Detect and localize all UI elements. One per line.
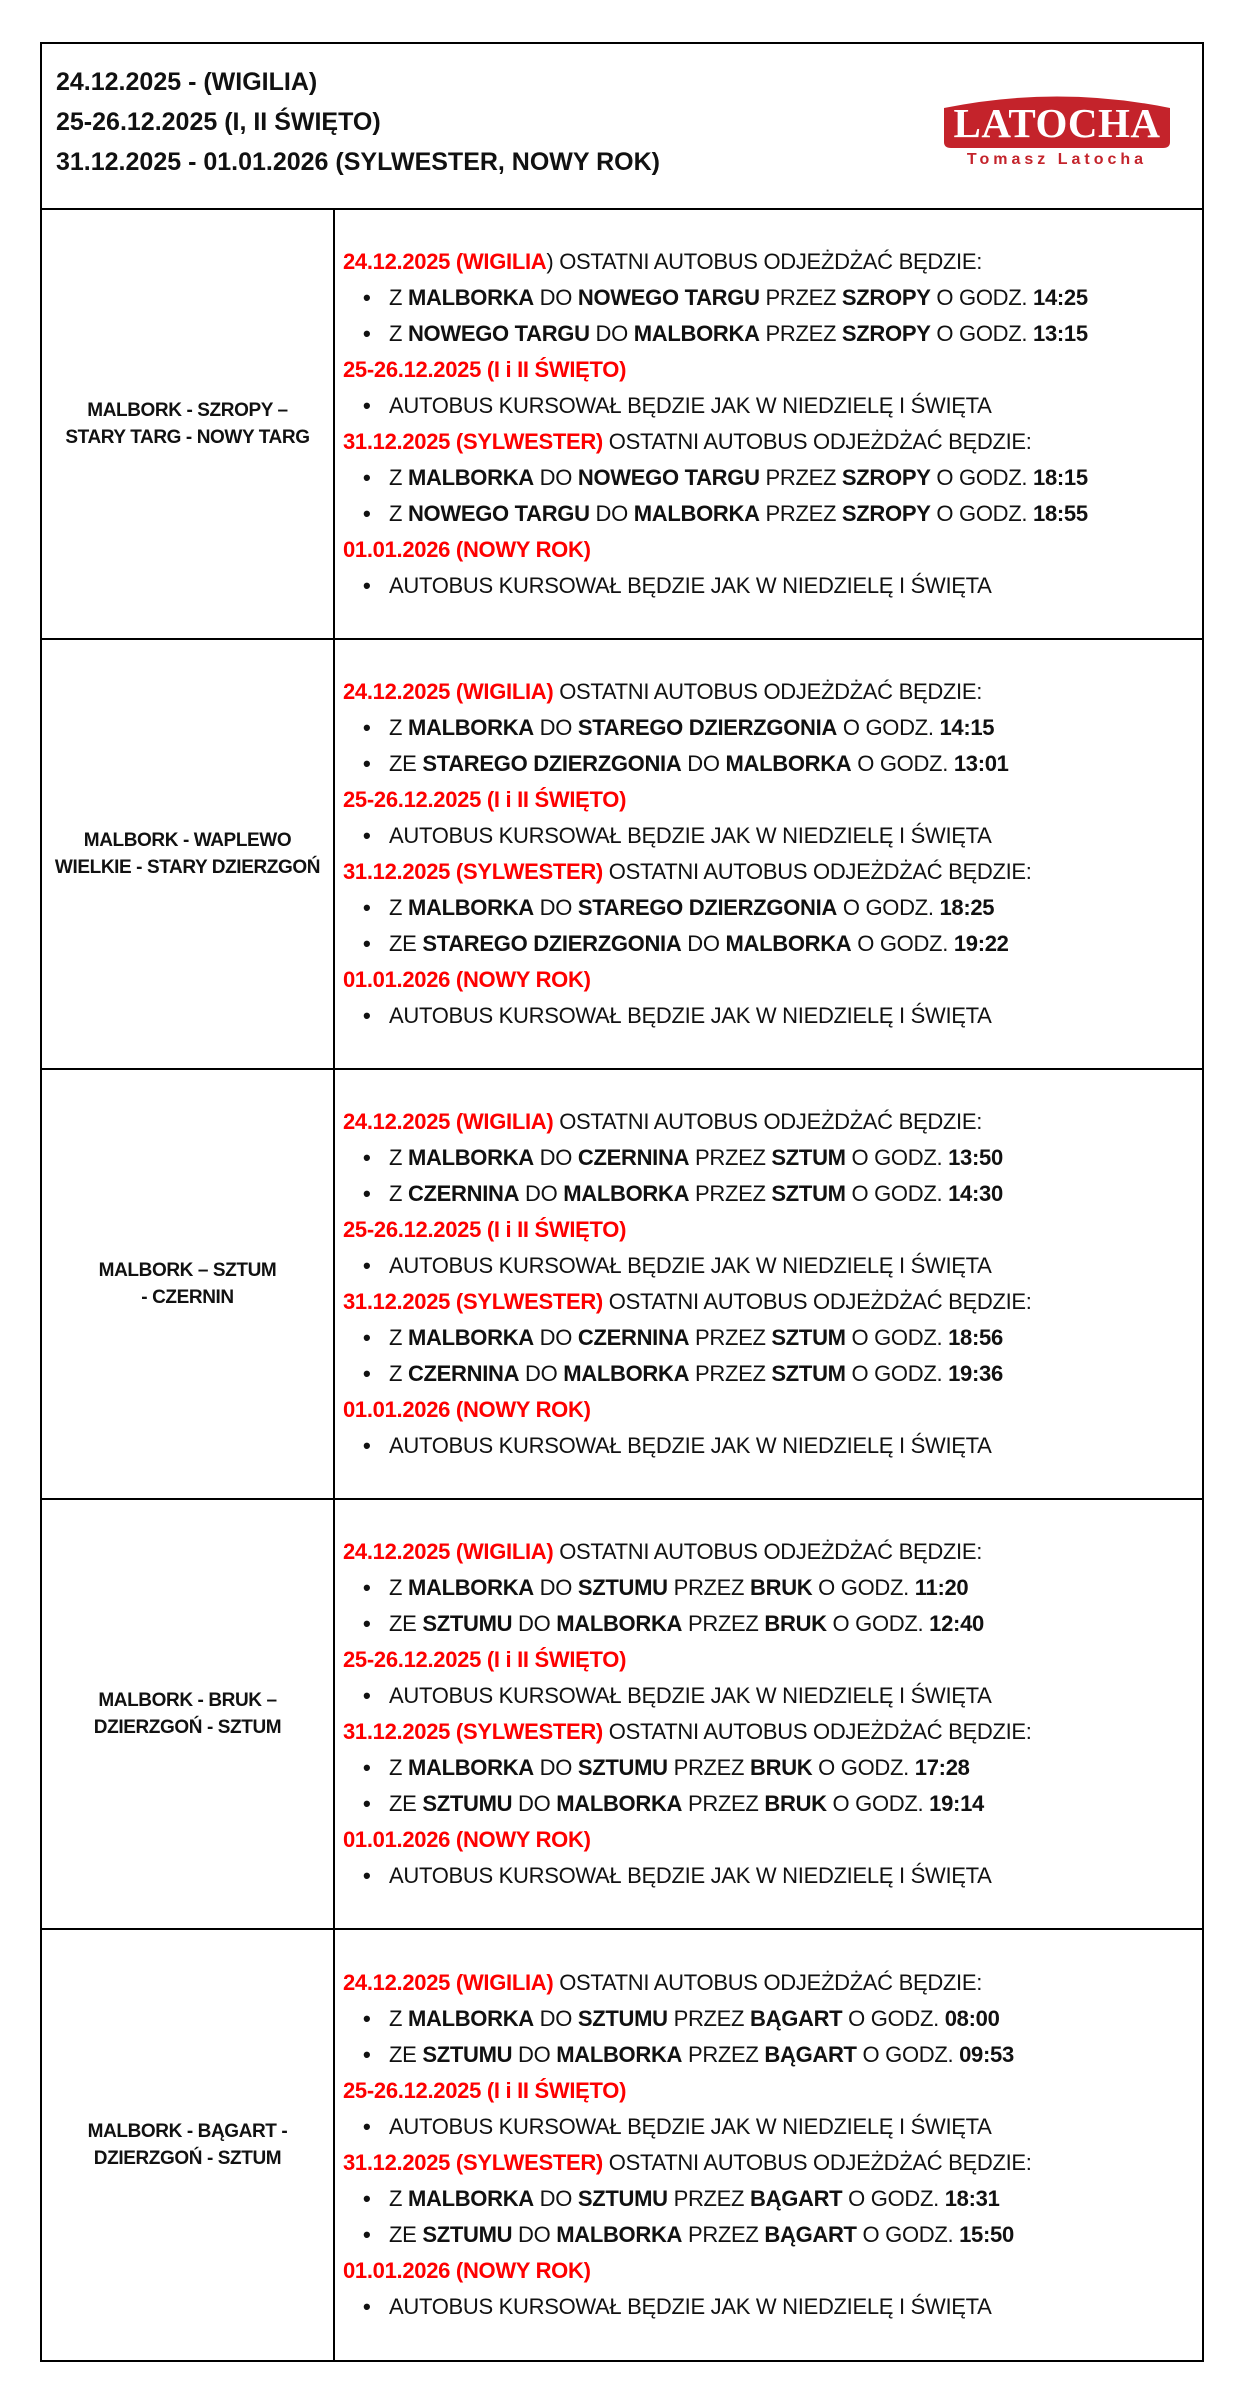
schedule-bullet-item: • ZE SZTUMU DO MALBORKA PRZEZ BRUK O GODZ. 19:14 [343,1786,1194,1822]
date-text: 31.12.2025 (SYLWESTER) [343,1719,603,1744]
date-text: 24.12.2025 (WIGILIA) [343,1970,554,1995]
schedule-bullet-item: • ZE STAREGO DZIERZGONIA DO MALBORKA O GODZ. 19:22 [343,926,1194,962]
route-name-cell [42,640,335,1068]
schedule-cell [335,1070,1202,1498]
schedule-bullet-item: • Z MALBORKA DO SZTUMU PRZEZ BĄGART O GODZ. 18:31 [343,2181,1194,2217]
schedule-bullet-item: • Z MALBORKA DO STAREGO DZIERZGONIA O GODZ. 18:25 [343,890,1194,926]
schedule-bullet-item: • Z MALBORKA DO NOWEGO TARGU PRZEZ SZROPY O GODZ. 14:25 [343,280,1194,316]
schedule-bullet-item: • Z MALBORKA DO CZERNINA PRZEZ SZTUM O GODZ. 13:50 [343,1140,1194,1176]
heading-rest-text: OSTATNI AUTOBUS ODJEŻDŻAĆ BĘDZIE: [553,1539,983,1564]
schedule-bullet-item: • Z MALBORKA DO CZERNINA PRZEZ SZTUM O GODZ. 18:56 [343,1320,1194,1356]
schedule-bullet-item: • Z NOWEGO TARGU DO MALBORKA PRZEZ SZROPY O GODZ. 18:55 [343,496,1194,532]
route-row [42,1500,1202,1930]
schedule-date-heading [343,532,1194,568]
schedule-bullet-item: • Z MALBORKA DO SZTUMU PRZEZ BRUK O GODZ. 17:28 [343,1750,1194,1786]
schedule-bullet-item: • ZE SZTUMU DO MALBORKA PRZEZ BRUK O GODZ. 12:40 [343,1606,1194,1642]
route-name-line: WIELKIE - STARY DZIERZGOŃ [54,857,321,878]
schedule-date-heading [343,1534,1194,1570]
header-date-line-2: 25-26.12.2025 (I, II ŚWIĘTO) [56,108,381,136]
schedule-bullet-item: • AUTOBUS KURSOWAŁ BĘDZIE JAK W NIEDZIELĘ I ŚWIĘTA [343,1428,1194,1464]
route-row [42,640,1202,1070]
schedule-date-heading [343,2253,1194,2289]
route-name-cell [42,210,335,638]
schedule-date-heading [343,352,1194,388]
schedule-bullet-item: • Z MALBORKA DO STAREGO DZIERZGONIA O GODZ. 14:15 [343,710,1194,746]
latocha-logo [932,84,1182,169]
date-text: 01.01.2026 (NOWY ROK) [343,1827,591,1852]
schedule-date-heading [343,2145,1194,2181]
timetable-table [40,42,1204,2362]
route-rows [42,210,1202,2360]
route-name-line: DZIERZGOŃ - SZTUM [93,2148,282,2169]
schedule-bullet-item: • ZE SZTUMU DO MALBORKA PRZEZ BĄGART O GODZ. 09:53 [343,2037,1194,2073]
schedule-date-heading [343,424,1194,460]
schedule-cell [335,210,1202,638]
route-name-line: MALBORK - WAPLEWO [83,830,292,851]
logo-banner-icon [937,84,1177,150]
schedule-date-heading [343,962,1194,998]
schedule-cell [335,1930,1202,2360]
route-name-cell [42,1500,335,1928]
date-text: 25-26.12.2025 (I i II ŚWIĘTO) [343,2078,627,2103]
schedule-date-heading [343,1392,1194,1428]
heading-rest-text: OSTATNI AUTOBUS ODJEŻDŻAĆ BĘDZIE: [602,1289,1032,1314]
schedule-bullet-item: • AUTOBUS KURSOWAŁ BĘDZIE JAK W NIEDZIELĘ I ŚWIĘTA [343,1678,1194,1714]
date-text: 31.12.2025 (SYLWESTER) [343,429,603,454]
schedule-bullet-item: • AUTOBUS KURSOWAŁ BĘDZIE JAK W NIEDZIELĘ I ŚWIĘTA [343,2289,1194,2325]
schedule-bullet-item: • ZE SZTUMU DO MALBORKA PRZEZ BĄGART O GODZ. 15:50 [343,2217,1194,2253]
route-name-line: MALBORK - BRUK – [98,1690,277,1711]
date-text: 25-26.12.2025 (I i II ŚWIĘTO) [343,1647,627,1672]
heading-rest-text: OSTATNI AUTOBUS ODJEŻDŻAĆ BĘDZIE: [602,429,1032,454]
heading-rest-text: OSTATNI AUTOBUS ODJEŻDŻAĆ BĘDZIE: [553,679,983,704]
route-name-line: MALBORK - SZROPY – [87,400,288,421]
heading-rest-text: OSTATNI AUTOBUS ODJEŻDŻAĆ BĘDZIE: [553,1109,983,1134]
schedule-bullet-item: • AUTOBUS KURSOWAŁ BĘDZIE JAK W NIEDZIELĘ I ŚWIĘTA [343,1858,1194,1894]
date-text: 31.12.2025 (SYLWESTER) [343,1289,603,1314]
schedule-bullet-item: • AUTOBUS KURSOWAŁ BĘDZIE JAK W NIEDZIELĘ I ŚWIĘTA [343,388,1194,424]
schedule-bullet-item: • Z CZERNINA DO MALBORKA PRZEZ SZTUM O GODZ. 19:36 [343,1356,1194,1392]
date-text: 24.12.2025 (WIGILIA) [343,1539,554,1564]
heading-rest-text: OSTATNI AUTOBUS ODJEŻDŻAĆ BĘDZIE: [553,1970,983,1995]
schedule-date-heading [343,674,1194,710]
schedule-date-heading [343,1104,1194,1140]
route-name-cell [42,1070,335,1498]
header-date-line-3: 31.12.2025 - 01.01.2026 (SYLWESTER, NOWY ROK) [56,148,660,176]
header-date-line-1: 24.12.2025 - (WIGILIA) [56,68,318,96]
date-text: 24.12.2025 (WIGILIA) [343,1109,554,1134]
date-text: 01.01.2026 (NOWY ROK) [343,1397,591,1422]
schedule-date-heading [343,1212,1194,1248]
schedule-bullet-item: • Z NOWEGO TARGU DO MALBORKA PRZEZ SZROPY O GODZ. 13:15 [343,316,1194,352]
schedule-bullet-item: • Z MALBORKA DO NOWEGO TARGU PRZEZ SZROPY O GODZ. 18:15 [343,460,1194,496]
route-row [42,1070,1202,1500]
schedule-date-heading [343,2073,1194,2109]
route-name-line: - CZERNIN [141,1287,234,1308]
header-dates [56,62,660,182]
route-name-line: MALBORK - BĄGART - [87,2121,288,2142]
schedule-date-heading [343,1714,1194,1750]
heading-rest-text: OSTATNI AUTOBUS ODJEŻDŻAĆ BĘDZIE: [602,859,1032,884]
route-name-line: DZIERZGOŃ - SZTUM [93,1717,282,1738]
schedule-date-heading [343,1822,1194,1858]
schedule-date-heading [343,244,1194,280]
date-text: 24.12.2025 (WIGILIA [343,249,547,274]
date-text: 31.12.2025 (SYLWESTER) [343,859,603,884]
schedule-bullet-item: • AUTOBUS KURSOWAŁ BĘDZIE JAK W NIEDZIELĘ I ŚWIĘTA [343,818,1194,854]
schedule-cell [335,640,1202,1068]
date-text: 25-26.12.2025 (I i II ŚWIĘTO) [343,357,627,382]
logo-brand-text: LATOCHA [953,100,1161,146]
schedule-date-heading [343,782,1194,818]
date-text: 31.12.2025 (SYLWESTER) [343,2150,603,2175]
schedule-date-heading [343,1642,1194,1678]
schedule-bullet-item: • Z MALBORKA DO SZTUMU PRZEZ BĄGART O GODZ. 08:00 [343,2001,1194,2037]
schedule-date-heading [343,854,1194,890]
schedule-cell [335,1500,1202,1928]
schedule-bullet-item: • Z MALBORKA DO SZTUMU PRZEZ BRUK O GODZ. 11:20 [343,1570,1194,1606]
schedule-bullet-item: • AUTOBUS KURSOWAŁ BĘDZIE JAK W NIEDZIELĘ I ŚWIĘTA [343,2109,1194,2145]
route-row [42,1930,1202,2360]
heading-rest-text: ) OSTATNI AUTOBUS ODJEŻDŻAĆ BĘDZIE: [546,249,983,274]
schedule-bullet-item: • AUTOBUS KURSOWAŁ BĘDZIE JAK W NIEDZIELĘ I ŚWIĘTA [343,1248,1194,1284]
route-name-line: STARY TARG - NOWY TARG [65,427,310,448]
schedule-date-heading [343,1965,1194,2001]
route-name-line: MALBORK – SZTUM [98,1260,277,1281]
date-text: 01.01.2026 (NOWY ROK) [343,2258,591,2283]
date-text: 24.12.2025 (WIGILIA) [343,679,554,704]
heading-rest-text: OSTATNI AUTOBUS ODJEŻDŻAĆ BĘDZIE: [602,2150,1032,2175]
heading-rest-text: OSTATNI AUTOBUS ODJEŻDŻAĆ BĘDZIE: [602,1719,1032,1744]
schedule-bullet-item: • ZE STAREGO DZIERZGONIA DO MALBORKA O GODZ. 13:01 [343,746,1194,782]
date-text: 25-26.12.2025 (I i II ŚWIĘTO) [343,787,627,812]
logo-caption: Tomasz Latocha [966,151,1148,168]
schedule-bullet-item: • AUTOBUS KURSOWAŁ BĘDZIE JAK W NIEDZIELĘ I ŚWIĘTA [343,568,1194,604]
date-text: 01.01.2026 (NOWY ROK) [343,537,591,562]
schedule-date-heading [343,1284,1194,1320]
route-row [42,210,1202,640]
schedule-bullet-item: • Z CZERNINA DO MALBORKA PRZEZ SZTUM O GODZ. 14:30 [343,1176,1194,1212]
route-name-cell [42,1930,335,2360]
date-text: 25-26.12.2025 (I i II ŚWIĘTO) [343,1217,627,1242]
schedule-bullet-item: • AUTOBUS KURSOWAŁ BĘDZIE JAK W NIEDZIELĘ I ŚWIĘTA [343,998,1194,1034]
table-header [42,44,1202,210]
date-text: 01.01.2026 (NOWY ROK) [343,967,591,992]
